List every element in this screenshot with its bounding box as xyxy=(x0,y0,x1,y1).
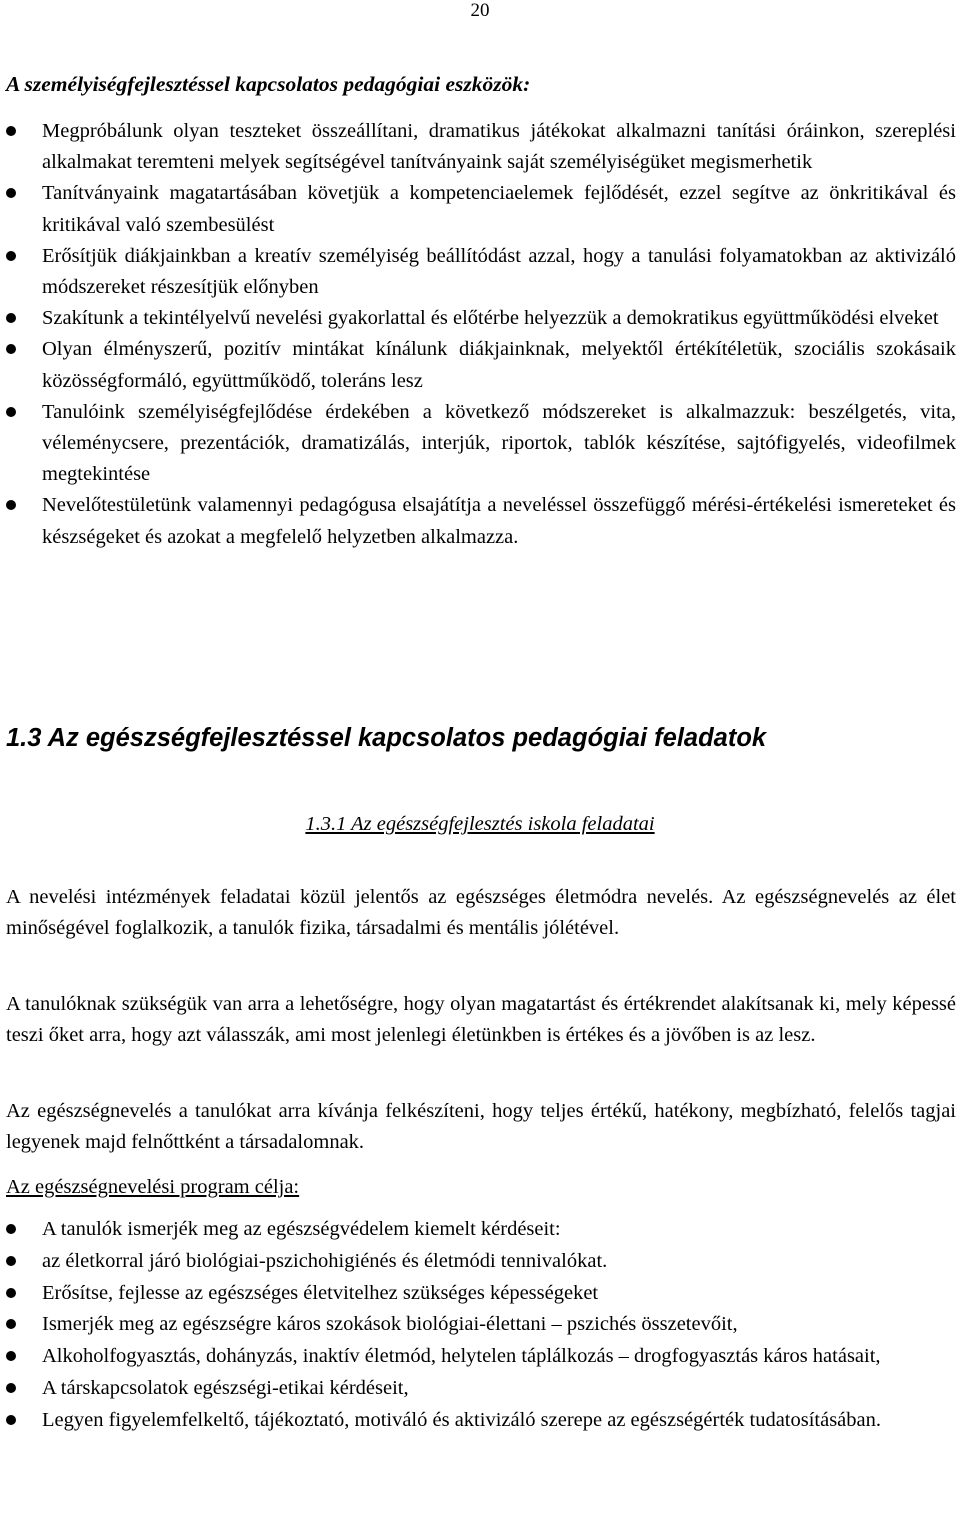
bullet-icon xyxy=(6,313,16,323)
paragraph: A tanulóknak szükségük van arra a lehetőségre, hogy olyan magatartást és értékrendet alakítsanak ki, mely képessé teszi őket arra, hogy azt válasszák, ami most jelenlegi életünkben is értékes és a jövőben is az lesz. xyxy=(6,993,956,1047)
personality-tools-list xyxy=(0,116,956,553)
bullet-icon xyxy=(6,407,16,417)
bullet-icon xyxy=(6,188,16,198)
list-item-text: Erősítjük diákjainkban a kreatív személyiség beállítódást azzal, hogy a tanulási folyamatokban az aktivizáló módszereket részesítjük előnyben xyxy=(42,244,956,299)
bullet-icon xyxy=(6,1288,16,1298)
list-item xyxy=(0,178,956,240)
bullet-icon xyxy=(6,1351,16,1361)
list-item xyxy=(0,116,956,178)
bullet-icon xyxy=(6,1224,16,1234)
list-item xyxy=(0,1341,956,1373)
list-item-text: Nevelőtestületünk valamennyi pedagógusa elsajátítja a neveléssel összefüggő mérési-értékelési ismereteket és készségeket és azokat a megfelelő helyzetben alkalmazza. xyxy=(42,494,956,548)
bullet-icon xyxy=(6,1319,16,1329)
list-item xyxy=(0,397,956,491)
bullet-icon xyxy=(6,251,16,261)
paragraph: Az egészségnevelés a tanulókat arra kívánja felkészíteni, hogy teljes értékű, hatékony, megbízható, felelős tagjai legyenek majd felnőttként a társadalomnak. xyxy=(6,1100,956,1154)
list-item-text: Olyan élményszerű, pozitív mintákat kínálunk diákjainknak, melyektől értékítéletük, szociális szokásaik közösségformáló, együttműködő, toleráns lesz xyxy=(42,338,956,392)
bullet-icon xyxy=(6,1415,16,1425)
list-item xyxy=(0,1278,956,1310)
section-subheading-personality-tools: A személyiségfejlesztéssel kapcsolatos pedagógiai eszközök: xyxy=(6,72,531,96)
bullet-icon xyxy=(6,500,16,510)
program-goal-title: Az egészségnevelési program célja: xyxy=(6,1176,300,1198)
list-item-text: Erősítse, fejlesse az egészséges életvitelhez szükséges képességeket xyxy=(42,1281,599,1304)
list-item xyxy=(0,303,956,334)
bullet-icon xyxy=(6,1256,16,1266)
bullet-icon xyxy=(6,1383,16,1393)
list-item-text: A tanulók ismerjék meg az egészségvédelem kiemelt kérdéseit: xyxy=(42,1218,561,1240)
list-item xyxy=(0,1246,956,1278)
list-item xyxy=(0,241,956,303)
list-item xyxy=(0,1214,956,1246)
sub-heading: 1.3.1 Az egészségfejlesztés iskola feladatai xyxy=(305,813,655,835)
list-item-text: A társkapcsolatok egészségi-etikai kérdéseit, xyxy=(42,1376,409,1399)
bullet-icon xyxy=(6,126,16,136)
list-item xyxy=(0,1373,956,1405)
list-item-text: Tanulóink személyiségfejlődése érdekében a következő módszereket is alkalmazzuk: beszélgetés, vita, véleménycsere, prezentációk, dramatizálás, interjúk, riportok, tablók készítése, sajtófigyelés, videofilmek megtekintése xyxy=(42,400,956,486)
section-heading: 1.3 Az egészségfejlesztéssel kapcsolatos pedagógiai feladatok xyxy=(6,724,767,752)
list-item-text: Legyen figyelemfelkeltő, tájékoztató, motiváló és aktivizáló szerepe az egészségérték tudatosításában. xyxy=(42,1408,882,1431)
list-item xyxy=(0,1309,956,1341)
list-item-text: Ismerjék meg az egészségre káros szokások biológiai-élettani – pszichés összetevőit, xyxy=(42,1313,738,1336)
list-item xyxy=(0,334,956,396)
list-item-text: Szakítunk a tekintélyelvű nevelési gyakorlattal és előtérbe helyezzük a demokratikus együttműködési elveket xyxy=(42,307,939,330)
list-item-text: Tanítványaink magatartásában követjük a kompetenciaelemek fejlődését, ezzel segítve az önkritikával és kritikával való szembesülést xyxy=(42,182,956,236)
list-item-text: Alkoholfogyasztás, dohányzás, inaktív életmód, helytelen táplálkozás – drogfogyasztás káros hatásait, xyxy=(42,1345,881,1368)
bullet-icon xyxy=(6,344,16,354)
program-goal-list xyxy=(0,1214,956,1437)
list-item-text: az életkorral járó biológiai-pszichohigiénés és életmódi tennivalókat. xyxy=(42,1249,608,1272)
page-number: 20 xyxy=(470,0,490,21)
list-item-text: Megpróbálunk olyan teszteket összeállítani, dramatikus játékokat alkalmazni tanítási óráinkon, szereplési alkalmakat teremteni melyek segítségével tanítványaink saját személyiségüket megismerhetik xyxy=(42,120,956,174)
list-item xyxy=(0,1405,956,1437)
paragraph: A nevelési intézmények feladatai közül jelentős az egészséges életmódra nevelés. Az egészségnevelés az élet minőségével foglalkozik, a tanulók fizika, társadalmi és mentális jólétével. xyxy=(6,886,956,940)
list-item xyxy=(0,490,956,552)
